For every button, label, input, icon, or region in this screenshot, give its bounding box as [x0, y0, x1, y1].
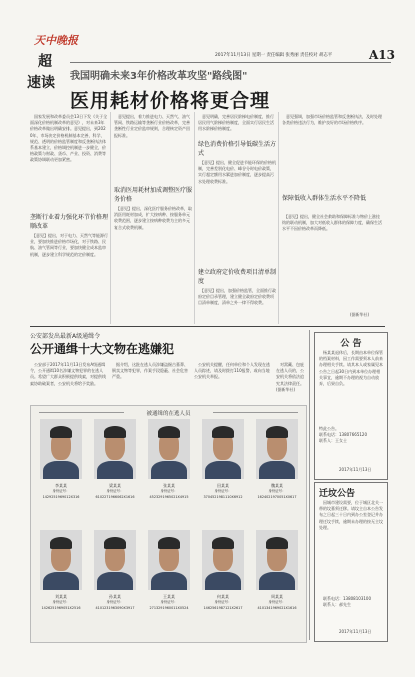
- notice-title: 公 告: [340, 339, 362, 349]
- fugitive-name: 王某某: [163, 594, 175, 599]
- fugitive-name: 李某某: [55, 483, 67, 488]
- fugitive-photo: [256, 530, 298, 590]
- lead-col3-subhead-1: 绿色消费价格引导低碳生活方式: [198, 141, 277, 157]
- notice-body: 杨某某退休后，长期由本单位保管的档案材料，因工作需要须本人前来办理相关手续。请其本人或家属见本公告之日起30日内到本单位办理相关事宜，逾期不办理的视为自动放弃，后果自负。: [319, 350, 383, 387]
- lost-notice-title: 迁坟公告: [319, 489, 356, 499]
- notice-box: [314, 332, 388, 480]
- fugitives-title-rule: [213, 412, 298, 413]
- fugitive-col3: 公安机关提醒，任何单位和个人发现在逃人员踪迹，请及时拨打110报警，或向当地公安机关举报。: [194, 362, 270, 380]
- fugitive-col2: 据介绍，这批在逃人员涉嫌盗掘古墓葬、倒卖文物等犯罪，作案手段隐蔽、社会危害严重。: [112, 362, 188, 380]
- fugitive-photo: [202, 419, 244, 479]
- lead-col3-subhead-2: 建立政府定价收费项目清单制度: [198, 269, 277, 285]
- fugitive-id: 身份证号：1624021970051X0617: [257, 489, 297, 499]
- lead-byline: (据新华社): [350, 312, 370, 317]
- fugitives-title: 被通缉的在逃人员: [146, 411, 191, 417]
- fugitive-name: 张某某: [163, 483, 175, 488]
- fugitive-id: 身份证号：4101341969021X1616: [257, 600, 297, 610]
- lead-col1-text: 国家发展和改革委员会13日下发《关于全面深化价格机制改革的意见》，对未来3年价格改革做出明确安排。意见提出，到2020年，市场决定价格机制基本完善，科学、规范、透明的价格监管制度和反垄断执法体系基本建立，价格调控机制进一步健全，价格政策与财政、货币、产业、投资、消费等政策协调联动更加紧密。: [30, 114, 108, 163]
- fugitive-photo: [94, 419, 136, 479]
- lead-col2-subhead: 取消医用耗材加成调整医疗服务价格: [114, 187, 193, 203]
- fugitives-title-rule: [39, 412, 124, 413]
- column-label-2: 速读: [27, 75, 55, 91]
- fugitive-id: 身份证号：4101231963090X3917: [95, 600, 135, 610]
- fugitive-photo: [148, 419, 190, 479]
- fugitive-id: 身份证号：2713291960011X0524: [149, 600, 189, 610]
- lead-col4b-text: 【意见】提出，健全社会救助和保障标准与物价上涨挂钩的联动机制，加大对低收入群体的保障力度，确保生活水平不因价格改革而降低。: [282, 214, 382, 232]
- fugitive-photo: [148, 530, 190, 590]
- fugitive-photo: [40, 419, 82, 479]
- lead-kicker: 我国明确未来3年价格改革攻坚"路线图": [70, 71, 248, 82]
- fugitive-name: 何某某: [217, 594, 229, 599]
- section-rule: [30, 326, 385, 327]
- fugitive-photo: [94, 530, 136, 590]
- fugitive-photo: [40, 530, 82, 590]
- fugitive-headline: 公开通缉十大文物在逃嫌犯: [30, 342, 175, 356]
- fugitive-col4: 对窝藏、包庇在逃人员的，公安机关将依法追究其法律责任。(据新华社): [276, 362, 304, 392]
- lost-notice-box: [314, 482, 388, 642]
- col-divider: [309, 330, 310, 640]
- fugitive-id: 身份证号：1426251969051X2516: [41, 600, 81, 610]
- lead-headline: 医用耗材价格将更合理: [70, 90, 271, 112]
- fugitive-name: 孙某某: [109, 594, 121, 599]
- fugitive-name: 周某某: [271, 594, 283, 599]
- lead-col4-subhead: 保障低收入群体生活水平不降低: [282, 195, 367, 202]
- col-divider: [194, 112, 195, 324]
- column-label-1: 超: [38, 54, 52, 70]
- lead-col3-text: 意见明确，完善居民阶梯电价制度，推行居民用气阶梯价格制度，全面实行居民生活用水阶梯价格制度。: [198, 114, 274, 132]
- fugitive-id: 身份证号：1462561987121X2617: [203, 600, 243, 610]
- fugitive-name: 梁某某: [109, 483, 121, 488]
- fugitive-photo: [256, 419, 298, 479]
- notice-date: 2017年11月13日: [339, 467, 372, 472]
- fugitive-col1: 公安部于2017年11月13日发布A级通缉令，公开通缉10名涉嫌文物犯罪的在逃人员。希望广大群众积极提供线索，对提供线索协助破案者，公安机关将给予奖励。: [30, 362, 106, 386]
- lead-col2-text: 意见提出，着力推进电力、天然气、油气管网、铁路运输等垄断行业价格改革，完善垄断性行业定价监审规则，合理核定资产回报标准。: [114, 114, 190, 138]
- fugitive-name: 刘某某: [55, 594, 67, 599]
- lost-notice-date: 2017年11月13日: [339, 629, 372, 634]
- col-divider: [278, 112, 279, 324]
- date-line: 2017年11月13日 星期一 责任编辑 张秀丽 责任校对 胡志平: [215, 53, 333, 58]
- col-divider: [110, 112, 111, 324]
- notice-contact: 特此公告。 联系电话：13807665120 联系人：王女士: [319, 426, 367, 444]
- lead-col1-subhead: 垄断行业着力强化环节价格理顺改革: [30, 214, 109, 230]
- fugitive-name: 田某某: [217, 483, 229, 488]
- fugitive-photo: [202, 530, 244, 590]
- fugitive-id: 身份证号：6102271966062X1616: [95, 489, 135, 499]
- fugitive-id: 身份证号：3704521981110X6912: [203, 489, 243, 499]
- lead-col4-text: 意见强调，加强市场价格监管和反垄断执法，及时处理各类价格违法行为，维护良好的市场价格秩序。: [282, 114, 382, 126]
- lead-col1b-text: 【意见】提出，对于电力、天然气等能源行业，要加快推进价格市场化，对于铁路、民航、油气管网等行业，要加快健全成本监审机制，逐步建立科学规范的定价制度。: [30, 233, 108, 257]
- lost-notice-body: 因城市建设需要，位于城区北关一带的坟墓须迁移。请坟主自本公告发布之日起三十日内到办公室登记并办理迁坟手续，逾期未办理的按无主坟处理。: [319, 500, 383, 530]
- brand-logo: 天中晚报: [34, 34, 78, 47]
- lead-col3b-text: 【意见】提出，健全促进节能环保的价格机制，完善差别化电价、峰谷分时电价政策，实行超定额用水累进加价制度，逐步提高污水处理收费标准。: [198, 160, 276, 184]
- fugitive-id: 身份证号：1429251969012X316: [42, 489, 80, 499]
- masthead-rule: [70, 62, 391, 63]
- lead-col3c-text: 【意见】提出，加强价格监管，全面推行政府定价目录管理，建立健全政府定价收费项目清单制度，清单之外一律不得收费。: [198, 288, 276, 306]
- page-number: A13: [369, 48, 396, 62]
- fugitive-name: 魏某某: [271, 483, 283, 488]
- lost-notice-contact: 联系电话：13808103100 联系人：郝先生: [322, 596, 371, 608]
- fugitive-kicker: 公安部发出最新A级通缉令: [30, 333, 101, 340]
- lead-col2b-text: 【意见】提出，深化医疗服务价格改革，取消医用耗材加成，扩大按病种、按服务单元收费范围，逐步建立按病种收费为主的多元复合式收费机制。: [114, 206, 192, 230]
- fugitive-id: 身份证号：4523291965021X4915: [149, 489, 189, 499]
